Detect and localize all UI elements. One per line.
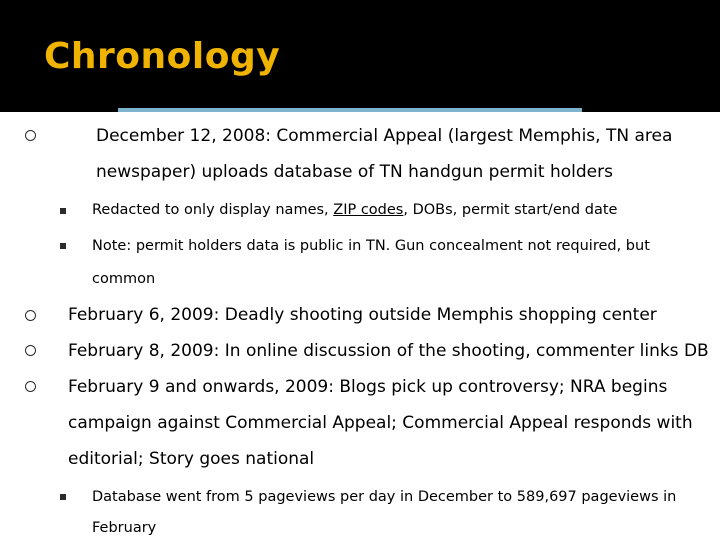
bullet-1-line-2: newspaper) uploads database of TN handgun permit holders	[96, 162, 613, 182]
slide-title: Chronology	[44, 36, 281, 77]
bullet-4-line-2: campaign against Commercial Appeal; Commercial Appeal responds with	[68, 413, 693, 433]
bullet-circle-icon	[25, 381, 36, 392]
zip-codes-link[interactable]: ZIP codes	[333, 202, 404, 218]
bullet-3-line-1: February 8, 2009: In online discussion of the shooting, commenter links DB	[68, 341, 709, 361]
sub-bullet-1-1	[92, 202, 617, 218]
bullet-square-icon	[60, 243, 66, 249]
bullet-1-line-1: December 12, 2008: Commercial Appeal (largest Memphis, TN area	[96, 126, 673, 146]
sub-bullet-4-1-line-2: February	[92, 520, 157, 536]
bullet-circle-icon	[25, 130, 36, 141]
sub-bullet-1-2-line-1: Note: permit holders data is public in TN. Gun concealment not required, but	[92, 238, 650, 254]
bullet-4-line-3: editorial; Story goes national	[68, 449, 315, 469]
bullet-square-icon	[60, 208, 66, 214]
sub-bullet-4-1-line-1: Database went from 5 pageviews per day in December to 589,697 pageviews in	[92, 489, 677, 505]
bullet-2-line-1: February 6, 2009: Deadly shooting outside Memphis shopping center	[68, 305, 657, 325]
sub-bullet-1-1-text-start: Redacted to only display names,	[92, 202, 334, 218]
bullet-circle-icon	[25, 310, 36, 321]
sub-bullet-1-1-text-end: , DOBs, permit start/end date	[403, 202, 618, 218]
bullet-circle-icon	[25, 345, 36, 356]
bullet-square-icon	[60, 494, 66, 500]
bullet-4-line-1: February 9 and onwards, 2009: Blogs pick up controversy; NRA begins	[68, 377, 668, 397]
sub-bullet-1-2-line-2: common	[92, 271, 156, 287]
